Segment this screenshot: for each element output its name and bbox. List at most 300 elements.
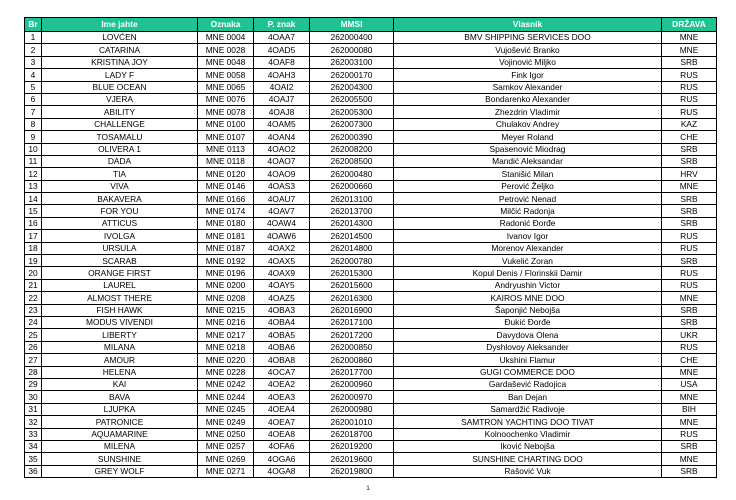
cell-mmsi: 262013700	[310, 205, 394, 217]
cell-mmsi: 262007300	[310, 118, 394, 130]
cell-drzava: RUS	[662, 428, 717, 440]
cell-vlasnik: Vujošević Branko	[394, 44, 662, 56]
cell-p-znak: 4OAX5	[254, 255, 310, 267]
table-row	[25, 279, 717, 291]
cell-mmsi: 262000860	[310, 354, 394, 366]
cell-ime-jahte: TIA	[42, 168, 198, 180]
cell-vlasnik: Samkov Alexander	[394, 81, 662, 93]
cell-oznaka: MNE 0113	[198, 143, 254, 155]
cell-vlasnik: Morenov Alexander	[394, 242, 662, 254]
cell-p-znak: 4OEA8	[254, 428, 310, 440]
cell-p-znak: 4OAW6	[254, 230, 310, 242]
header-oznaka: Oznaka	[198, 18, 254, 32]
cell-p-znak: 4OAJ7	[254, 93, 310, 105]
cell-p-znak: 4OAU7	[254, 193, 310, 205]
cell-drzava: MNE	[662, 180, 717, 192]
cell-br: 22	[25, 292, 42, 304]
cell-oznaka: MNE 0218	[198, 341, 254, 353]
cell-vlasnik: Ukshini Flamur	[394, 354, 662, 366]
table-row	[25, 329, 717, 341]
cell-p-znak: 4OAA7	[254, 32, 310, 44]
cell-mmsi: 262003100	[310, 56, 394, 68]
cell-oznaka: MNE 0174	[198, 205, 254, 217]
cell-oznaka: MNE 0181	[198, 230, 254, 242]
cell-mmsi: 262015600	[310, 279, 394, 291]
cell-drzava: SRB	[662, 316, 717, 328]
table-row	[25, 440, 717, 452]
table-row	[25, 267, 717, 279]
cell-oznaka: MNE 0269	[198, 453, 254, 465]
cell-p-znak: 4OBA8	[254, 354, 310, 366]
cell-mmsi: 262000980	[310, 403, 394, 415]
cell-drzava: MNE	[662, 44, 717, 56]
cell-p-znak: 4OCA7	[254, 366, 310, 378]
cell-p-znak: 4OEA4	[254, 403, 310, 415]
cell-drzava: MNE	[662, 292, 717, 304]
cell-p-znak: 4OAD5	[254, 44, 310, 56]
cell-br: 8	[25, 118, 42, 130]
cell-drzava: SRB	[662, 255, 717, 267]
cell-oznaka: MNE 0271	[198, 465, 254, 477]
cell-mmsi: 262000850	[310, 341, 394, 353]
cell-ime-jahte: LAUREL	[42, 279, 198, 291]
cell-p-znak: 4OAX9	[254, 267, 310, 279]
cell-vlasnik: Vojinović Miljko	[394, 56, 662, 68]
cell-vlasnik: Stanišić Milan	[394, 168, 662, 180]
cell-mmsi: 262004300	[310, 81, 394, 93]
cell-br: 18	[25, 242, 42, 254]
table-body	[25, 32, 717, 478]
cell-oznaka: MNE 0215	[198, 304, 254, 316]
header-mmsi: MMSI	[310, 18, 394, 32]
table-row	[25, 217, 717, 229]
cell-vlasnik: Ivanov Igor	[394, 230, 662, 242]
table-row	[25, 69, 717, 81]
cell-ime-jahte: AMOUR	[42, 354, 198, 366]
cell-vlasnik: Meyer Roland	[394, 131, 662, 143]
cell-p-znak: 4OBA3	[254, 304, 310, 316]
cell-mmsi: 262000400	[310, 32, 394, 44]
cell-p-znak: 4OAF8	[254, 56, 310, 68]
cell-drzava: RUS	[662, 279, 717, 291]
cell-br: 7	[25, 106, 42, 118]
cell-mmsi: 262008500	[310, 155, 394, 167]
cell-br: 1	[25, 32, 42, 44]
cell-mmsi: 262005500	[310, 93, 394, 105]
cell-p-znak: 4OAS3	[254, 180, 310, 192]
cell-vlasnik: BMV SHIPPING SERVICES DOO	[394, 32, 662, 44]
cell-vlasnik: SAMTRON YACHTING DOO TIVAT	[394, 416, 662, 428]
cell-p-znak: 4OAO2	[254, 143, 310, 155]
cell-p-znak: 4OEA2	[254, 378, 310, 390]
cell-ime-jahte: KAI	[42, 378, 198, 390]
cell-drzava: KAZ	[662, 118, 717, 130]
header-p-znak: P. znak	[254, 18, 310, 32]
cell-mmsi: 262016900	[310, 304, 394, 316]
cell-mmsi: 262000080	[310, 44, 394, 56]
cell-oznaka: MNE 0058	[198, 69, 254, 81]
cell-oznaka: MNE 0216	[198, 316, 254, 328]
cell-vlasnik: Zhezdrin Vladimir	[394, 106, 662, 118]
cell-ime-jahte: BAKAVERA	[42, 193, 198, 205]
cell-ime-jahte: SUNSHINE	[42, 453, 198, 465]
table-row	[25, 316, 717, 328]
cell-p-znak: 4OAY5	[254, 279, 310, 291]
cell-br: 27	[25, 354, 42, 366]
cell-ime-jahte: LADY F	[42, 69, 198, 81]
cell-ime-jahte: KRISTINA JOY	[42, 56, 198, 68]
cell-br: 31	[25, 403, 42, 415]
cell-drzava: MNE	[662, 366, 717, 378]
cell-mmsi: 262017200	[310, 329, 394, 341]
cell-vlasnik: Vukelić Zoran	[394, 255, 662, 267]
cell-mmsi: 262000170	[310, 69, 394, 81]
cell-vlasnik: Spasenović Miodrag	[394, 143, 662, 155]
cell-br: 35	[25, 453, 42, 465]
cell-oznaka: MNE 0187	[198, 242, 254, 254]
cell-p-znak: 4OAM5	[254, 118, 310, 130]
table-row	[25, 292, 717, 304]
cell-br: 4	[25, 69, 42, 81]
cell-ime-jahte: SCARAB	[42, 255, 198, 267]
cell-oznaka: MNE 0065	[198, 81, 254, 93]
cell-p-znak: 4OAN4	[254, 131, 310, 143]
cell-drzava: SRB	[662, 217, 717, 229]
cell-vlasnik: Mandić Aleksandar	[394, 155, 662, 167]
cell-ime-jahte: GREY WOLF	[42, 465, 198, 477]
table-row	[25, 416, 717, 428]
cell-br: 6	[25, 93, 42, 105]
table-row	[25, 168, 717, 180]
cell-mmsi: 262015300	[310, 267, 394, 279]
cell-oznaka: MNE 0249	[198, 416, 254, 428]
cell-p-znak: 4OBA4	[254, 316, 310, 328]
cell-vlasnik: Šaponjić Nebojša	[394, 304, 662, 316]
table-row	[25, 465, 717, 477]
cell-oznaka: MNE 0245	[198, 403, 254, 415]
cell-drzava: RUS	[662, 230, 717, 242]
cell-vlasnik: Petrović Nenad	[394, 193, 662, 205]
cell-vlasnik: Gardašević Radojica	[394, 378, 662, 390]
cell-ime-jahte: BLUE OCEAN	[42, 81, 198, 93]
cell-drzava: MNE	[662, 391, 717, 403]
cell-mmsi: 262017100	[310, 316, 394, 328]
header-ime-jahte: Ime jahte	[42, 18, 198, 32]
cell-ime-jahte: LIBERTY	[42, 329, 198, 341]
cell-vlasnik: Chulakov Andrey	[394, 118, 662, 130]
cell-ime-jahte: MODUS VIVENDI	[42, 316, 198, 328]
cell-vlasnik: Kolnoochenko Vladimir	[394, 428, 662, 440]
cell-p-znak: 4OAZ5	[254, 292, 310, 304]
cell-vlasnik: Milčić Radonja	[394, 205, 662, 217]
table-row	[25, 32, 717, 44]
cell-p-znak: 4OAJ8	[254, 106, 310, 118]
cell-oznaka: MNE 0244	[198, 391, 254, 403]
header-drzava: DRŽAVA	[662, 18, 717, 32]
cell-br: 28	[25, 366, 42, 378]
cell-vlasnik: Perović Željko	[394, 180, 662, 192]
table-row	[25, 354, 717, 366]
cell-br: 14	[25, 193, 42, 205]
cell-drzava: SRB	[662, 304, 717, 316]
cell-br: 19	[25, 255, 42, 267]
cell-p-znak: 4OAV7	[254, 205, 310, 217]
cell-drzava: SRB	[662, 440, 717, 452]
cell-br: 30	[25, 391, 42, 403]
cell-drzava: BIH	[662, 403, 717, 415]
cell-mmsi: 262000780	[310, 255, 394, 267]
cell-br: 2	[25, 44, 42, 56]
cell-ime-jahte: FOR YOU	[42, 205, 198, 217]
cell-vlasnik: Bondarenko Alexander	[394, 93, 662, 105]
cell-ime-jahte: URSULA	[42, 242, 198, 254]
cell-vlasnik: Radonić Đorđe	[394, 217, 662, 229]
cell-oznaka: MNE 0217	[198, 329, 254, 341]
cell-ime-jahte: LOVĆEN	[42, 32, 198, 44]
cell-drzava: SRB	[662, 56, 717, 68]
cell-vlasnik: Andryushin Victor	[394, 279, 662, 291]
cell-oznaka: MNE 0242	[198, 378, 254, 390]
cell-drzava: HRV	[662, 168, 717, 180]
cell-drzava: RUS	[662, 81, 717, 93]
table-row	[25, 378, 717, 390]
cell-mmsi: 262000480	[310, 168, 394, 180]
cell-oznaka: MNE 0100	[198, 118, 254, 130]
table-row	[25, 44, 717, 56]
cell-drzava: UKR	[662, 329, 717, 341]
cell-oznaka: MNE 0208	[198, 292, 254, 304]
cell-ime-jahte: OLIVERA 1	[42, 143, 198, 155]
page-number: 1	[366, 486, 370, 492]
cell-drzava: RUS	[662, 106, 717, 118]
cell-vlasnik: Kopul Denis / Florinskii Damir	[394, 267, 662, 279]
cell-drzava: CHE	[662, 131, 717, 143]
cell-drzava: MNE	[662, 416, 717, 428]
cell-ime-jahte: ABILITY	[42, 106, 198, 118]
cell-drzava: RUS	[662, 93, 717, 105]
cell-oznaka: MNE 0028	[198, 44, 254, 56]
cell-p-znak: 4OGA6	[254, 453, 310, 465]
cell-mmsi: 262019600	[310, 453, 394, 465]
cell-br: 32	[25, 416, 42, 428]
table-row	[25, 131, 717, 143]
cell-oznaka: MNE 0192	[198, 255, 254, 267]
cell-mmsi: 262000660	[310, 180, 394, 192]
cell-vlasnik: KAIROS MNE DOO	[394, 292, 662, 304]
cell-drzava: USA	[662, 378, 717, 390]
cell-br: 9	[25, 131, 42, 143]
cell-drzava: SRB	[662, 143, 717, 155]
cell-br: 17	[25, 230, 42, 242]
cell-vlasnik: Ban Dejan	[394, 391, 662, 403]
cell-oznaka: MNE 0120	[198, 168, 254, 180]
cell-p-znak: 4OAI2	[254, 81, 310, 93]
table-header	[25, 18, 717, 32]
cell-mmsi: 262014800	[310, 242, 394, 254]
cell-br: 34	[25, 440, 42, 452]
table-row	[25, 391, 717, 403]
cell-oznaka: MNE 0146	[198, 180, 254, 192]
cell-oznaka: MNE 0196	[198, 267, 254, 279]
header-vlasnik: Vlasnik	[394, 18, 662, 32]
cell-ime-jahte: IVOLGA	[42, 230, 198, 242]
cell-mmsi: 262013100	[310, 193, 394, 205]
cell-drzava: SRB	[662, 155, 717, 167]
cell-ime-jahte: ATTICUS	[42, 217, 198, 229]
cell-ime-jahte: CHALLENGE	[42, 118, 198, 130]
cell-br: 29	[25, 378, 42, 390]
cell-ime-jahte: FISH HAWK	[42, 304, 198, 316]
cell-br: 20	[25, 267, 42, 279]
cell-br: 16	[25, 217, 42, 229]
cell-mmsi: 262018700	[310, 428, 394, 440]
cell-vlasnik: Fink Igor	[394, 69, 662, 81]
cell-oznaka: MNE 0200	[198, 279, 254, 291]
table-row	[25, 81, 717, 93]
cell-ime-jahte: VJERA	[42, 93, 198, 105]
table-row	[25, 428, 717, 440]
cell-oznaka: MNE 0048	[198, 56, 254, 68]
cell-mmsi: 262000960	[310, 378, 394, 390]
cell-p-znak: 4OGA8	[254, 465, 310, 477]
cell-br: 5	[25, 81, 42, 93]
cell-p-znak: 4OAO9	[254, 168, 310, 180]
table-row	[25, 230, 717, 242]
cell-p-znak: 4OBA5	[254, 329, 310, 341]
table-row	[25, 155, 717, 167]
cell-oznaka: MNE 0250	[198, 428, 254, 440]
cell-oznaka: MNE 0076	[198, 93, 254, 105]
cell-mmsi: 262016300	[310, 292, 394, 304]
cell-ime-jahte: AQUAMARINE	[42, 428, 198, 440]
cell-br: 33	[25, 428, 42, 440]
cell-vlasnik: Samardžić Radivoje	[394, 403, 662, 415]
cell-mmsi: 262019800	[310, 465, 394, 477]
yacht-register-table	[24, 17, 717, 478]
cell-oznaka: MNE 0166	[198, 193, 254, 205]
cell-ime-jahte: HELENA	[42, 366, 198, 378]
cell-br: 13	[25, 180, 42, 192]
cell-mmsi: 262014300	[310, 217, 394, 229]
cell-mmsi: 262000970	[310, 391, 394, 403]
cell-p-znak: 4OAX2	[254, 242, 310, 254]
table-row	[25, 341, 717, 353]
cell-ime-jahte: ORANGE FIRST	[42, 267, 198, 279]
cell-br: 24	[25, 316, 42, 328]
cell-mmsi: 262019200	[310, 440, 394, 452]
cell-oznaka: MNE 0107	[198, 131, 254, 143]
cell-br: 21	[25, 279, 42, 291]
cell-br: 15	[25, 205, 42, 217]
cell-oznaka: MNE 0078	[198, 106, 254, 118]
cell-p-znak: 4OFA6	[254, 440, 310, 452]
cell-vlasnik: Dyshlovoy Aleksander	[394, 341, 662, 353]
cell-oznaka: MNE 0228	[198, 366, 254, 378]
cell-drzava: RUS	[662, 341, 717, 353]
table-row	[25, 56, 717, 68]
cell-ime-jahte: CATARINA	[42, 44, 198, 56]
table-row	[25, 242, 717, 254]
cell-mmsi: 262008200	[310, 143, 394, 155]
cell-mmsi: 262001010	[310, 416, 394, 428]
header-row	[25, 18, 717, 32]
cell-vlasnik: Rašović Vuk	[394, 465, 662, 477]
cell-br: 23	[25, 304, 42, 316]
cell-p-znak: 4OAH3	[254, 69, 310, 81]
cell-br: 36	[25, 465, 42, 477]
cell-drzava: CHE	[662, 354, 717, 366]
cell-oznaka: MNE 0220	[198, 354, 254, 366]
cell-oznaka: MNE 0118	[198, 155, 254, 167]
cell-p-znak: 4OAW4	[254, 217, 310, 229]
cell-drzava: MNE	[662, 453, 717, 465]
table-row	[25, 106, 717, 118]
cell-br: 25	[25, 329, 42, 341]
cell-ime-jahte: MILANA	[42, 341, 198, 353]
cell-ime-jahte: DADA	[42, 155, 198, 167]
table-row	[25, 453, 717, 465]
cell-br: 10	[25, 143, 42, 155]
cell-drzava: SRB	[662, 205, 717, 217]
cell-br: 26	[25, 341, 42, 353]
cell-p-znak: 4OEA3	[254, 391, 310, 403]
table-row	[25, 118, 717, 130]
cell-drzava: RUS	[662, 242, 717, 254]
cell-vlasnik: Iković Nebojša	[394, 440, 662, 452]
table-row	[25, 180, 717, 192]
cell-br: 12	[25, 168, 42, 180]
cell-ime-jahte: ALMOST THERE	[42, 292, 198, 304]
cell-drzava: MNE	[662, 32, 717, 44]
cell-drzava: SRB	[662, 465, 717, 477]
cell-drzava: RUS	[662, 69, 717, 81]
cell-vlasnik: GUGI COMMERCE DOO	[394, 366, 662, 378]
table-row	[25, 304, 717, 316]
cell-ime-jahte: BAVA	[42, 391, 198, 403]
cell-p-znak: 4OAO7	[254, 155, 310, 167]
cell-mmsi: 262017700	[310, 366, 394, 378]
cell-oznaka: MNE 0180	[198, 217, 254, 229]
cell-mmsi: 262005300	[310, 106, 394, 118]
header-br: Br	[25, 18, 42, 32]
cell-br: 11	[25, 155, 42, 167]
cell-ime-jahte: MILENA	[42, 440, 198, 452]
table-row	[25, 255, 717, 267]
cell-ime-jahte: VIVA	[42, 180, 198, 192]
table-row	[25, 93, 717, 105]
cell-drzava: SRB	[662, 193, 717, 205]
cell-mmsi: 262000390	[310, 131, 394, 143]
cell-vlasnik: Đukić Đorđe	[394, 316, 662, 328]
cell-ime-jahte: TOSAMALU	[42, 131, 198, 143]
table-row	[25, 366, 717, 378]
table-row	[25, 143, 717, 155]
cell-br: 3	[25, 56, 42, 68]
cell-mmsi: 262014500	[310, 230, 394, 242]
table-row	[25, 403, 717, 415]
cell-ime-jahte: LJUPKA	[42, 403, 198, 415]
cell-vlasnik: SUNSHINE CHARTING DOO	[394, 453, 662, 465]
cell-ime-jahte: PATRONICE	[42, 416, 198, 428]
cell-oznaka: MNE 0004	[198, 32, 254, 44]
cell-p-znak: 4OEA7	[254, 416, 310, 428]
cell-drzava: RUS	[662, 267, 717, 279]
table-row	[25, 193, 717, 205]
cell-vlasnik: Davydova Olena	[394, 329, 662, 341]
cell-oznaka: MNE 0257	[198, 440, 254, 452]
table-row	[25, 205, 717, 217]
cell-p-znak: 4OBA6	[254, 341, 310, 353]
